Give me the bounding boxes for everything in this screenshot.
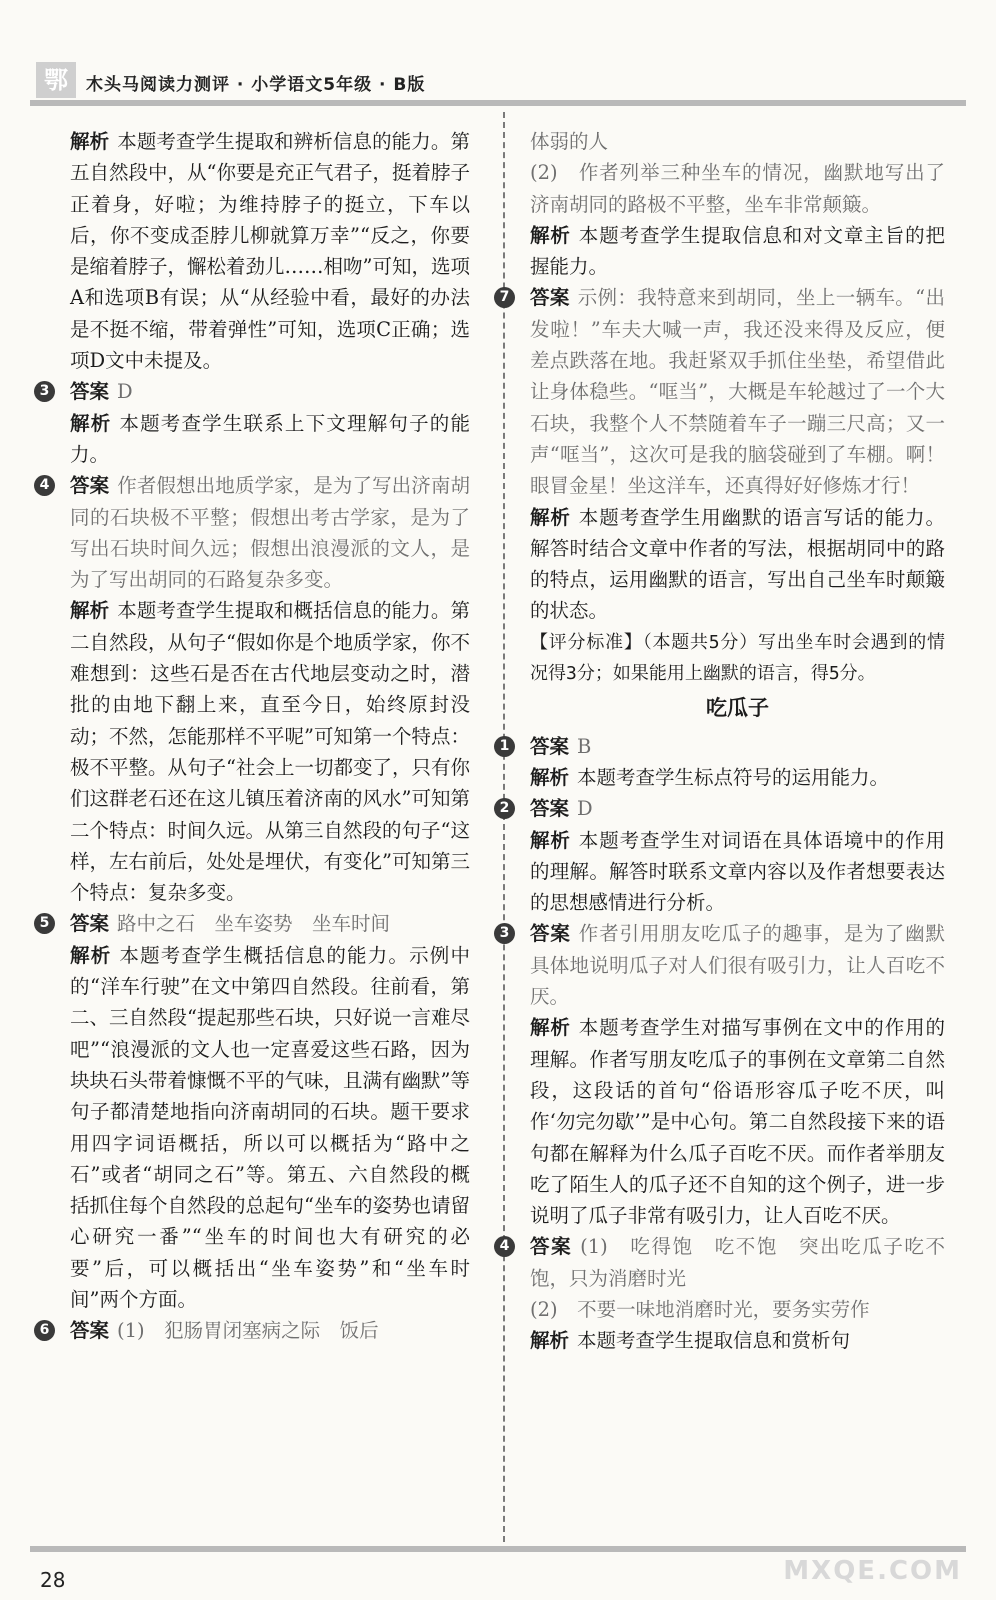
page-header	[30, 60, 966, 104]
q5-answer: 路中之石 坐车姿势 坐车时间	[117, 912, 391, 936]
analysis-label: 解析	[70, 130, 110, 153]
question-number-badge: 3	[494, 923, 515, 944]
s3-answer: 作者引用朋友吃瓜子的趣事，是为了幽默具体地说明瓜子对人们很有吸引力，让人百吃不厌。	[530, 922, 945, 1009]
section-question-4: 4 答案 (1) 吃得饱 吃不饱 突出吃瓜子吃不饱，只为消磨时光 (2) 不要一味地消磨时光，要务实劳作 解析 本题考查学生提取信息和赏析句	[530, 1231, 945, 1356]
section-question-1: 1 答案 B 解析 本题考查学生标点符号的运用能力。	[530, 731, 945, 794]
question-number-badge: 7	[494, 287, 515, 308]
q6-analysis: 本题考查学生提取信息和对文章主旨的把握能力。	[530, 223, 945, 279]
column-divider	[503, 112, 505, 1552]
left-column	[39, 126, 470, 1347]
header-rule	[30, 100, 966, 106]
question-number-badge: 4	[494, 1236, 515, 1257]
footer-rule	[30, 1546, 966, 1552]
question-number-badge: 3	[34, 381, 55, 402]
s4-answer-part2: (2) 不要一味地消磨时光，要务实劳作	[530, 1297, 870, 1321]
q4-answer: 作者假想出地质学家，是为了写出济南胡同的石块极不平整；假想出考古学家，是为了写出石块时间久远；假想出浪漫派的文人，是为了写出胡同的石路复杂多变。	[70, 474, 470, 592]
question-number-badge: 4	[34, 475, 55, 496]
s2-analysis: 本题考查学生对词语在具体语境中的作用的理解。解答时联系文章内容以及作者想要表达的思想感情进行分析。	[530, 828, 945, 915]
s4-answer-part1: (1) 吃得饱 吃不饱 突出吃瓜子吃不饱，只为消磨时光	[530, 1235, 945, 1290]
q6-answer-cont: 体弱的人	[530, 130, 609, 153]
scoring-standard: 【评分标准】（本题共5分）写出坐车时会遇到的情况得3分；如果能用上幽默的语言，得5分。	[530, 631, 946, 685]
q4-analysis: 本题考查学生提取和概括信息的能力。第二自然段，从句子“假如你是个地质学家，你不难想到：这些石是否在古代地层变动之时，潜批的由地下翻上来，直至今日，始终原封没动；不然，怎能那样不平呢”可知第一个特点：极不平整。从句子“社会上一切都变了，只有你们这群老石还在这儿镇压着济南的风水”可知第二个特点：时间久远。从第三自然段的句子“这样，左右前后，处处是埋伏，有变化”可知第三个特点：复杂多变。	[70, 599, 470, 905]
question-3: 3 答案 D 解析 本题考查学生联系上下文理解句子的能力。	[70, 376, 470, 470]
watermark: MXQE.COM	[783, 1556, 962, 1586]
q2-analysis: 解析 本题考查学生提取和辨析信息的能力。第五自然段中，从“你要是充正气君子，挺着脖子正着身，好啦；为维持脖子的挺立，下车以后，你不变成歪脖儿柳就算万幸”“反之，你要是缩着脖子，懈松着劲儿……相吻”可知，选项A和选项B有误；从“从经验中看，最好的办法是不挺不缩，带着弹性”可知，选项C正确；选项D文中未提及。	[70, 130, 470, 373]
q6-answer-part2: (2) 作者列举三种坐车的情况，幽默地写出了济南胡同的路极不平整，坐车非常颠簸。	[530, 161, 945, 216]
s4-analysis: 本题考查学生提取信息和赏析句	[577, 1329, 851, 1353]
question-number-badge: 2	[494, 798, 515, 819]
right-column: 体弱的人 (2) 作者列举三种坐车的情况，幽默地写出了济南胡同的路极不平整，坐车非常颠簸。 解析 本题考查学生提取信息和对文章主旨的把握能力。 7 答案 示例：我特意来到胡同，坐上一辆车。“出发啦！”车夫大喊一声，我还没来得及反应，便差点跌落在地。我赶紧双手抓住坐垫，希望借此让身体稳些。“哐当”，大概是车轮越过了一个大石块，我整个人不禁随着车子一蹦三尺高；又一声“哐当”，这次可是我的脑袋碰到了车棚。啊！眼冒金星！坐这洋车，还真得好好修炼才行！ 解析 本题考查学生用幽默的语言写话的能力。解答时结合文章中作者的写法，根据胡同中的路的特点，运用幽默的语言，写出自己坐车时颠簸的状态。 【评分标准】（本题共5分）写出坐车时会遇到的情况得3分；如果能用上幽默的语言，得5分。 吃瓜子 1 答案 B 解析 本题考查学生标点符号的运用能力。 2 答案 D 解析 本题考查学生对词语在具体语境中的作用的理解。解答时联系文章内容以及作者想要表达的思想感情进行分析。 3 答案 作者引用朋友吃瓜子的趣事，是为了幽默具体地说明瓜子对人们很有吸引力，让人百吃不厌。 解析 本题考查学生对描写事例在文中的作用的理解。作者写朋友吃瓜子的事例在文章第二自然段，这段话的首句“俗语形容瓜子吃不厌，叫作‘勿完勿歇’”是中心句。第二自然段接下来的语句都在解释为什么瓜子百吃不厌。而作者举朋友吃了陌生人的瓜子还不自知的这个例子，进一步说明了瓜子非常有吸引力，让人百吃不厌。 4 答案 (1) 吃得饱 吃不饱 突出吃瓜子吃不饱，只为消磨时光 (2) 不要一味地消磨时光，要务实劳作 解析 本题考查学生提取信息和赏析句	[530, 126, 945, 1357]
q5-analysis: 本题考查学生概括信息的能力。示例中的“洋车行驶”在文中第四自然段。往前看，第二、三自然段“提起那些石块，只好说一言难尽吧”“浪漫派的文人也一定喜爱这些石路，因为块块石头带着慷慨不平的气味，且满有幽默”等句子都清楚地指向济南胡同的石块。题干要求用四字词语概括，所以可以概括为“路中之石”或者“胡同之石”等。第五、六自然段的概括抓住每个自然段的总起句“坐车的姿势也请留心研究一番”“坐车的时间也大有研究的必要”后，可以概括出“坐车姿势”和“坐车时间”两个方面。	[70, 943, 470, 1311]
s1-answer: B	[577, 734, 592, 758]
section-title: 吃瓜子	[706, 696, 769, 721]
section-question-2: 2 答案 D 解析 本题考查学生对词语在具体语境中的作用的理解。解答时联系文章内容以及作者想要表达的思想感情进行分析。	[530, 793, 945, 918]
page-number: 28	[40, 1568, 66, 1592]
q3-analysis: 本题考查学生联系上下文理解句子的能力。	[70, 411, 470, 466]
question-number-badge: 1	[494, 736, 515, 757]
book-title: 木头马阅读力测评 · 小学语文5年级 · B版	[86, 75, 426, 95]
question-number-badge: 5	[34, 913, 55, 934]
s2-answer: D	[577, 797, 593, 821]
q6-answer-part1: (1) 犯肠胃闭塞病之际 饭后	[117, 1319, 379, 1343]
question-number-badge: 6	[34, 1320, 55, 1341]
q3-answer: D	[117, 380, 133, 404]
question-4: 4 答案 作者假想出地质学家，是为了写出济南胡同的石块极不平整；假想出考古学家，是为了写出石块时间久远；假想出浪漫派的文人，是为了写出胡同的石路复杂多变。 解析 本题考查学生提取和概括信息的能力。第二自然段，从句子“假如你是个地质学家，你不难想到：这些石是否在古代地层变动之时，潜批的由地下翻上来，直至今日，始终原封没动；不然，怎能那样不平呢”可知第一个特点：极不平整。从句子“社会上一切都变了，只有你们这群老石还在这儿镇压着济南的风水”可知第二个特点：时间久远。从第三自然段的句子“这样，左右前后，处处是埋伏，有变化”可知第三个特点：复杂多变。	[70, 470, 470, 908]
q7-answer: 示例：我特意来到胡同，坐上一辆车。“出发啦！”车夫大喊一声，我还没来得及反应，便差点跌落在地。我赶紧双手抓住坐垫，希望借此让身体稳些。“哐当”，大概是车轮越过了一个大石块，我整个人不禁随着车子一蹦三尺高；又一声“哐当”，这次可是我的脑袋碰到了车棚。啊！眼冒金星！坐这洋车，还真得好好修炼才行！	[530, 286, 945, 498]
s3-analysis: 本题考查学生对描写事例在文中的作用的理解。作者写朋友吃瓜子的事例在文章第二自然段，这段话的首句“俗语形容瓜子吃不厌，叫作‘勿完勿歇’”是中心句。第二自然段接下来的语句都在解释为什么瓜子百吃不厌。而作者举朋友吃了陌生人的瓜子还不自知的这个例子，进一步说明了瓜子非常有吸引力，让人百吃不厌。	[530, 1016, 945, 1228]
question-5: 5 答案 路中之石 坐车姿势 坐车时间 解析 本题考查学生概括信息的能力。示例中的“洋车行驶”在文中第四自然段。往前看，第二、三自然段“提起那些石块，只好说一言难尽吧”“浪漫派的文人也一定喜爱这些石路，因为块块石头带着慷慨不平的气味，且满有幽默”等句子都清楚地指向济南胡同的石块。题干要求用四字词语概括，所以可以概括为“路中之石”或者“胡同之石”等。第五、六自然段的概括抓住每个自然段的总起句“坐车的姿势也请留心研究一番”“坐车的时间也大有研究的必要”后，可以概括出“坐车姿势”和“坐车时间”两个方面。	[70, 908, 470, 1315]
publisher-logo: 鄂	[36, 62, 76, 98]
q7-analysis: 本题考查学生用幽默的语言写话的能力。解答时结合文章中作者的写法，根据胡同中的路的特点，运用幽默的语言，写出自己坐车时颠簸的状态。	[530, 505, 945, 623]
s1-analysis: 本题考查学生标点符号的运用能力。	[577, 765, 890, 789]
section-question-3: 3 答案 作者引用朋友吃瓜子的趣事，是为了幽默具体地说明瓜子对人们很有吸引力，让人百吃不厌。 解析 本题考查学生对描写事例在文中的作用的理解。作者写朋友吃瓜子的事例在文章第二自然段，这段话的首句“俗语形容瓜子吃不厌，叫作‘勿完勿歇’”是中心句。第二自然段接下来的语句都在解释为什么瓜子百吃不厌。而作者举朋友吃了陌生人的瓜子还不自知的这个例子，进一步说明了瓜子非常有吸引力，让人百吃不厌。	[530, 918, 945, 1231]
question-6: 6 答案 (1) 犯肠胃闭塞病之际 饭后	[70, 1315, 470, 1346]
question-7: 7 答案 示例：我特意来到胡同，坐上一辆车。“出发啦！”车夫大喊一声，我还没来得及反应，便差点跌落在地。我赶紧双手抓住坐垫，希望借此让身体稳些。“哐当”，大概是车轮越过了一个大石块，我整个人不禁随着车子一蹦三尺高；又一声“哐当”，这次可是我的脑袋碰到了车棚。啊！眼冒金星！坐这洋车，还真得好好修炼才行！ 解析 本题考查学生用幽默的语言写话的能力。解答时结合文章中作者的写法，根据胡同中的路的特点，运用幽默的语言，写出自己坐车时颠簸的状态。 【评分标准】（本题共5分）写出坐车时会遇到的情况得3分；如果能用上幽默的语言，得5分。	[530, 282, 945, 689]
